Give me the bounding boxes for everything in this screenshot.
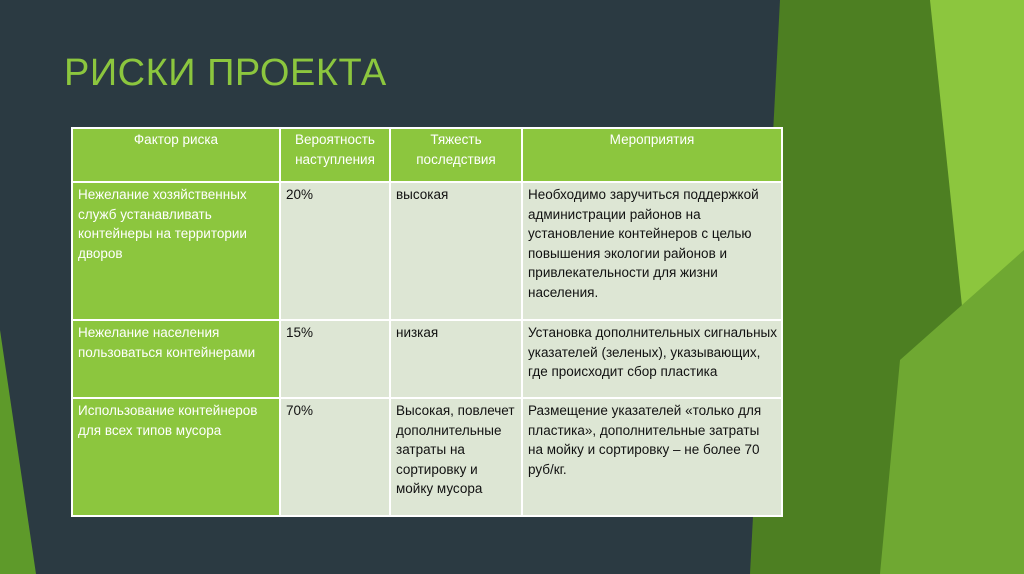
- table-row: [72, 182, 782, 320]
- table-row: [72, 398, 782, 516]
- probability-cell: 20%: [280, 182, 390, 320]
- risk-factor-cell: Нежелание населения пользоваться контейнерами: [72, 320, 280, 398]
- severity-cell: высокая: [390, 182, 522, 320]
- table-header-row: [72, 128, 782, 182]
- probability-cell: 15%: [280, 320, 390, 398]
- header-measures: Мероприятия: [522, 128, 782, 182]
- severity-cell: Высокая, повлечет дополнительные затраты на сортировку и мойку мусора: [390, 398, 522, 516]
- severity-cell: низкая: [390, 320, 522, 398]
- table-row: [72, 320, 782, 398]
- measures-cell: Установка дополнительных сигнальных указателей (зеленых), указывающих, где происходит сбор пластика: [522, 320, 782, 398]
- risk-table: [71, 127, 783, 517]
- header-severity: Тяжесть последствия: [390, 128, 522, 182]
- measures-cell: Размещение указателей «только для пластика», дополнительные затраты на мойку и сортировку – не более 70 руб/кг.: [522, 398, 782, 516]
- header-probability: Вероятность наступления: [280, 128, 390, 182]
- page-title: РИСКИ ПРОЕКТА: [64, 52, 387, 94]
- measures-cell: Необходимо заручиться поддержкой администрации районов на установление контейнеров с целью повышения экологии районов и привлекательности для жизни населения.: [522, 182, 782, 320]
- header-risk-factor: Фактор риска: [72, 128, 280, 182]
- bg-shape-left: [0, 330, 36, 574]
- probability-cell: 70%: [280, 398, 390, 516]
- risk-factor-cell: Использование контейнеров для всех типов мусора: [72, 398, 280, 516]
- risk-factor-cell: Нежелание хозяйственных служб устанавливать контейнеры на территории дворов: [72, 182, 280, 320]
